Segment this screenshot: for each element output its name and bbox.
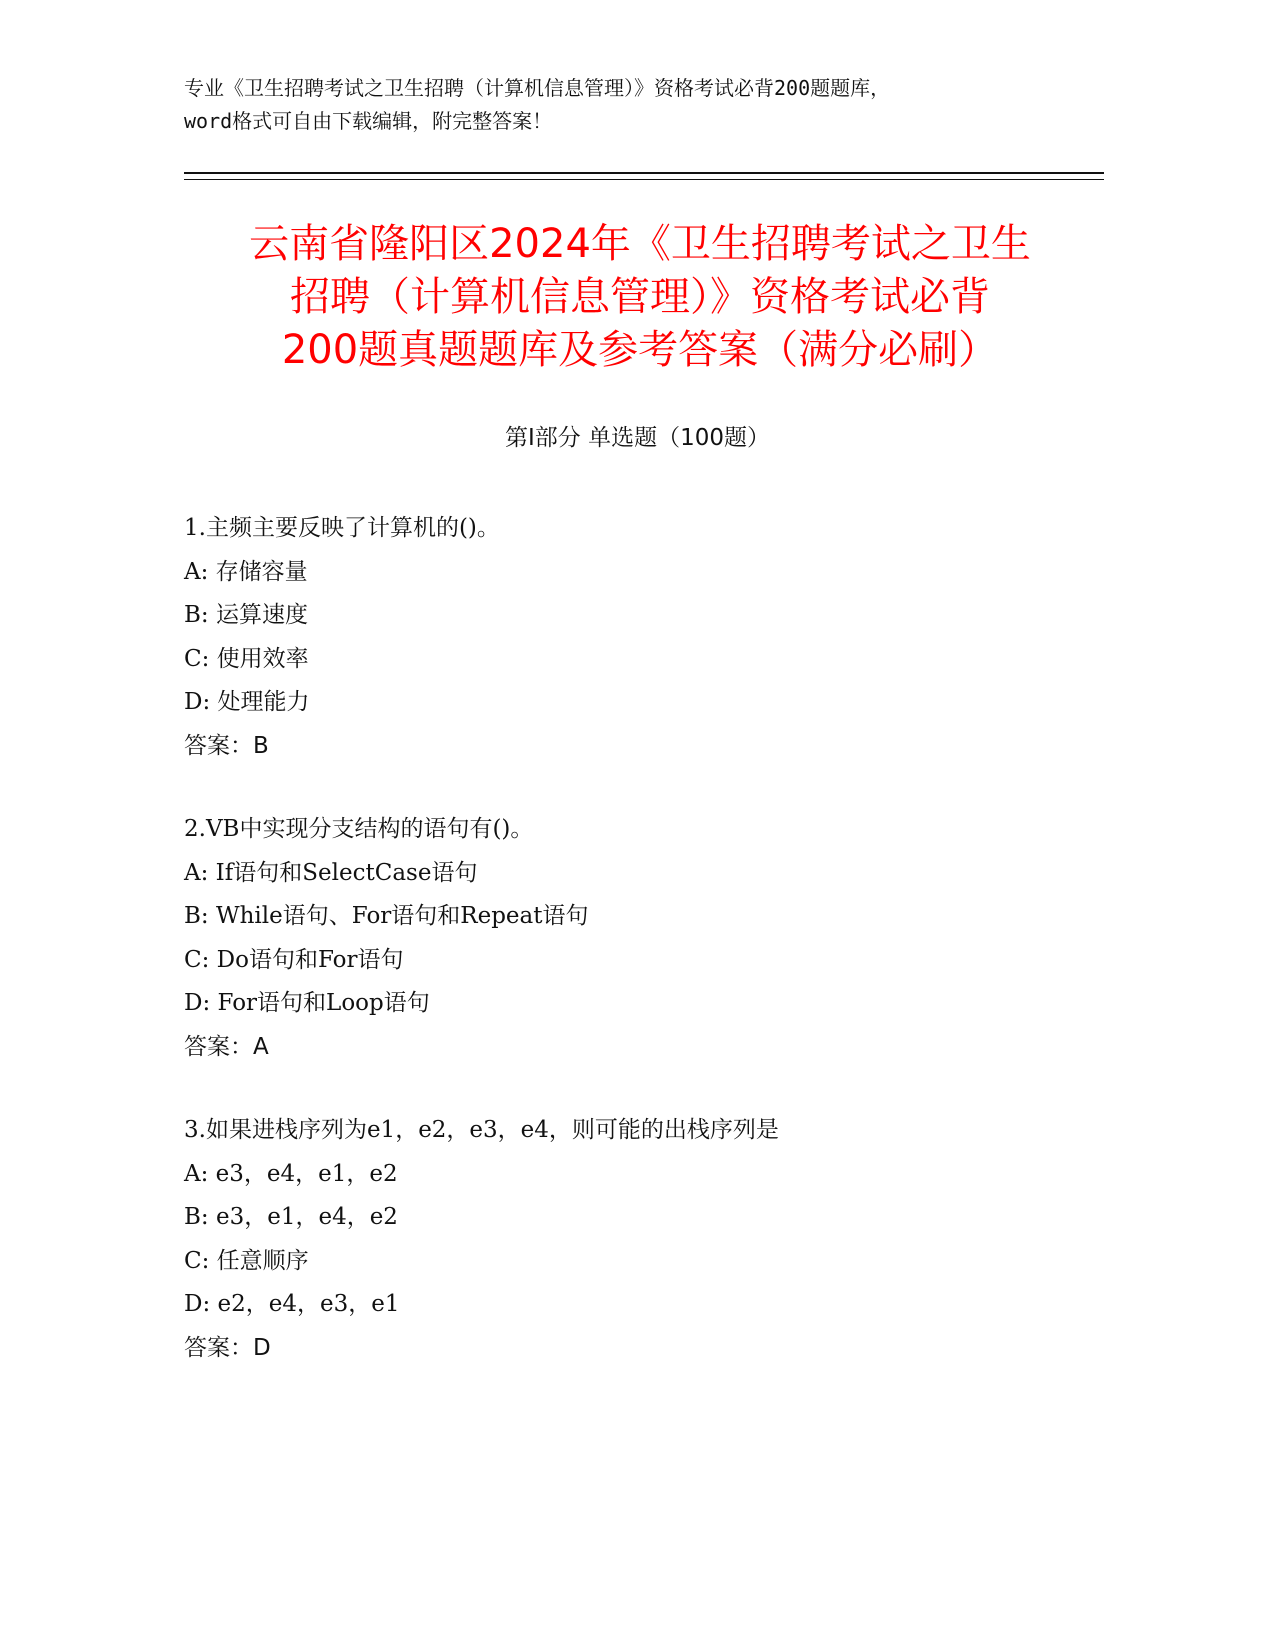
answer: 答案：D [184, 1334, 271, 1361]
option-a: A: 存储容量 [184, 558, 308, 585]
answer: 答案：A [184, 1033, 269, 1060]
question-2 [184, 808, 1104, 1069]
option-c: C: Do语句和For语句 [184, 946, 404, 973]
title-line-1: 云南省隆阳区2024年《卫生招聘考试之卫生 [249, 221, 1031, 267]
header-note [184, 72, 1104, 138]
option-b: B: e3，e1，e4，e2 [184, 1204, 398, 1230]
answer: 答案：B [184, 732, 269, 759]
section-heading: 第Ⅰ部分 单选题（100题） [505, 425, 770, 451]
header-divider-thick [184, 172, 1104, 174]
option-d: D: For语句和Loop语句 [184, 990, 430, 1016]
question-1 [184, 507, 1104, 768]
option-d: D: 处理能力 [184, 689, 310, 715]
document-title [140, 218, 1140, 377]
question-stem: 3.如果进栈序列为e1，e2，e3，e4，则可能的出栈序列是 [184, 1117, 779, 1143]
option-a: A: If语句和SelectCase语句 [184, 859, 478, 886]
option-b: B: 运算速度 [184, 602, 308, 628]
header-divider-thin [184, 179, 1104, 180]
question-3 [184, 1109, 1104, 1370]
title-line-3: 200题真题题库及参考答案（满分必刷） [281, 327, 999, 373]
option-c: C: 任意顺序 [184, 1247, 309, 1274]
option-c: C: 使用效率 [184, 645, 309, 672]
question-stem: 1.主频主要反映了计算机的()。 [184, 515, 500, 541]
option-b: B: While语句、For语句和Repeat语句 [184, 903, 589, 929]
question-stem: 2.VB中实现分支结构的语句有()。 [184, 816, 534, 842]
option-a: A: e3，e4，e1，e2 [184, 1160, 398, 1187]
option-d: D: e2，e4，e3，e1 [184, 1291, 400, 1317]
header-note-line-2: word格式可自由下载编辑，附完整答案！ [184, 109, 553, 133]
title-line-2: 招聘（计算机信息管理）》资格考试必背 [290, 274, 990, 320]
question-list [184, 507, 1104, 1410]
header-note-line-1: 专业《卫生招聘考试之卫生招聘（计算机信息管理）》资格考试必背200题题库， [184, 76, 891, 100]
